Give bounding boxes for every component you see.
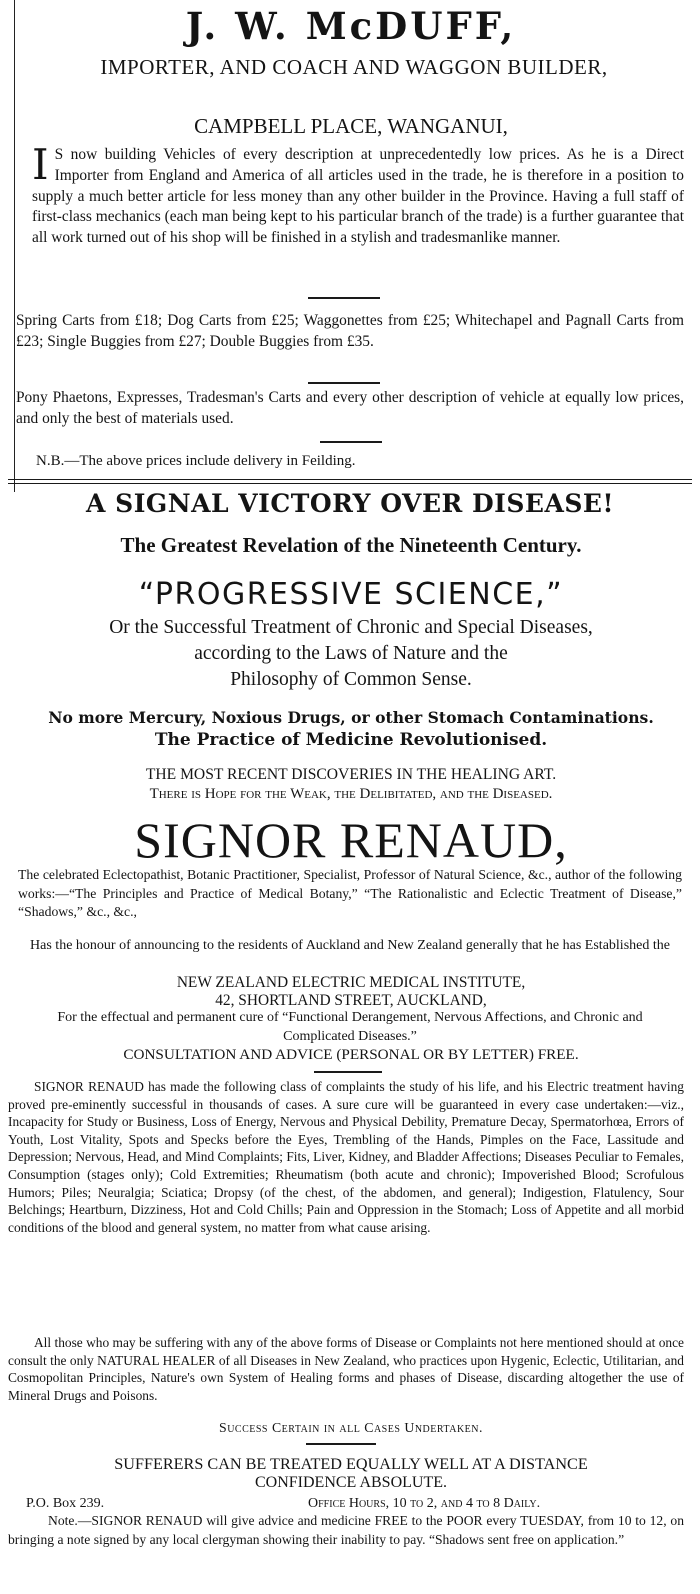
ad2-announce: Has the honour of announcing to the residents of Auckland and New Zealand generally that he has Established the — [30, 938, 670, 953]
ad2-body-complaints: SIGNOR RENAUD has made the following class of complaints the study of his life, and his Electric treatment having proved pre-eminently successful in thousands of cases. A sure cure will be guaranteed in every case undertaken:—viz., Incapacity for Study or Business, Loss of Energy, Nervous and Physical Debility, Premature Decay, Spermatorhœa, Errors of Youth, Lost Vitality, Spots and Specks before the Eyes, Trembling of the Hands, Pimples on the Face, Lassitude and Depression; Nervous, Head, and Mind Complaints; Fits, Liver, Kidney, and Bladder Affections; Diseases Peculiar to Females, Consumption (stages only); Cold Extremities; Rheumatism (both acute and chronic); Impoverished Blood; Scrofulous Humors; Piles; Neuralgia; Sciatica; Dropsy (of the chest, of the abdomen, and general); Indigestion, Flatulency, Sour Belchings; Heartburn, Dizziness, Hot and Cold Chills; Pain and Oppression in the Stomach; Loss of Appetite and all morbid conditions of the blood and general system, no matter from what cause arising. — [8, 1079, 684, 1235]
section-rule — [8, 483, 692, 484]
ad1-name: J. W. McDUFF, — [185, 4, 517, 48]
ad2-credentials: The celebrated Eclectopathist, Botanic Practitioner, Specialist, Professor of Natural Science, &c., author of the following works:—“The Principles and Practice of Medical Botany,” “The Rationalistic and Eclectic Treatment of Disease,” “Shadows,” &c., &c., — [18, 867, 682, 919]
dropcap: I — [32, 140, 49, 189]
divider — [320, 441, 382, 443]
ad1-note: N.B.—The above prices include delivery in Feilding. — [36, 453, 356, 469]
divider — [314, 1071, 382, 1073]
ad2-distance: SUFFERERS CAN BE TREATED EQUALLY WELL AT A DISTANCE — [114, 1455, 588, 1473]
ad1-other: Pony Phaetons, Expresses, Tradesman's Carts and every other description of vehicle at equally low prices, and only the best of materials used. — [16, 389, 684, 427]
ad1-trade: IMPORTER, AND COACH AND WAGGON BUILDER, — [100, 55, 608, 79]
ad2-no-more: No more Mercury, Noxious Drugs, or other Stomach Contaminations. — [48, 708, 654, 727]
ad2-hope: There is Hope for the Weak, the Delibitated, and the Diseased. — [149, 786, 553, 802]
ad2-office-hours: Office Hours, 10 to 2, and 4 to 8 Daily. — [308, 1496, 541, 1511]
ad2-institute: NEW ZEALAND ELECTRIC MEDICAL INSTITUTE, — [176, 974, 526, 991]
ad2-consultation: CONSULTATION AND ADVICE (PERSONAL OR BY LETTER) FREE. — [123, 1046, 579, 1063]
ad1-address: CAMPBELL PLACE, WANGANUI, — [194, 114, 508, 138]
ad2-success: Success Certain in all Cases Undertaken. — [219, 1420, 483, 1435]
divider — [308, 382, 380, 384]
ad2-note: Note.—SIGNOR RENAUD will give advice and medicine FREE to the POOR every TUESDAY, from 10 to 12, on bringing a note signed by any local clergyman showing their inability to pay. “Shadows sent free on application.” — [8, 1513, 684, 1547]
ad2-treatment-2: according to the Laws of Nature and the — [194, 643, 508, 664]
ad2-body-healer: All those who may be suffering with any of the above forms of Disease or Complaints not here mentioned should at once consult the only NATURAL HEALER of all Diseases in New Zealand, who practices upon Hygenic, Eclectic, Utilitarian, and Cosmopolitan Principles, Nature's own System of Healing forms and phases of Disease, discarding altogether the use of Mineral Drugs and Poisons. — [8, 1335, 684, 1403]
ad1-prices: Spring Carts from £18; Dog Carts from £25; Waggonettes from £25; Whitechapel and Pagnall Carts from £23; Single Buggies from £27; Double Buggies from £35. — [16, 312, 684, 350]
section-rule — [8, 479, 692, 480]
ad1-intro — [32, 140, 684, 249]
ad2-confidence: CONFIDENCE ABSOLUTE. — [254, 1474, 447, 1491]
ad2-cure: For the effectual and permanent cure of “Functional Derangement, Nervous Affections, and Chronic and Complicated Diseases.” — [57, 1010, 643, 1044]
ad2-pobox: P.O. Box 239. — [26, 1496, 105, 1511]
column-rule — [14, 0, 15, 492]
ad2-headline: A SIGNAL VICTORY OVER DISEASE! — [86, 489, 614, 518]
ad2-doctor-name: SIGNOR RENAUD, — [134, 812, 568, 868]
ad2-discoveries: THE MOST RECENT DISCOVERIES IN THE HEALING ART. — [145, 766, 557, 783]
ad2-treatment-1: Or the Successful Treatment of Chronic and Special Diseases, — [109, 617, 593, 638]
ad2-treatment-3: Philosophy of Common Sense. — [230, 669, 472, 690]
ad2-title: “PROGRESSIVE SCIENCE,” — [138, 577, 564, 612]
divider — [308, 297, 380, 299]
ad1-intro-text: S now building Vehicles of every description at unprecedentedly low prices. As he is a Direct Importer from England and America of all articles used in the trade, he is therefore in a position to supply a much better article for less money than any other builder in the Province. Having a full staff of first-class mechanics (each man being kept to his particular branch of the trade) is a further guarantee that all work turned out of his shop will be finished in a stylish and tradesmanlike manner. — [32, 146, 684, 247]
ad2-revolution: The Practice of Medicine Revolutionised. — [154, 730, 548, 750]
ad2-subheadline: The Greatest Revelation of the Nineteenth Century. — [120, 533, 582, 557]
ad2-street: 42, SHORTLAND STREET, AUCKLAND, — [215, 992, 487, 1009]
divider — [306, 1443, 376, 1445]
